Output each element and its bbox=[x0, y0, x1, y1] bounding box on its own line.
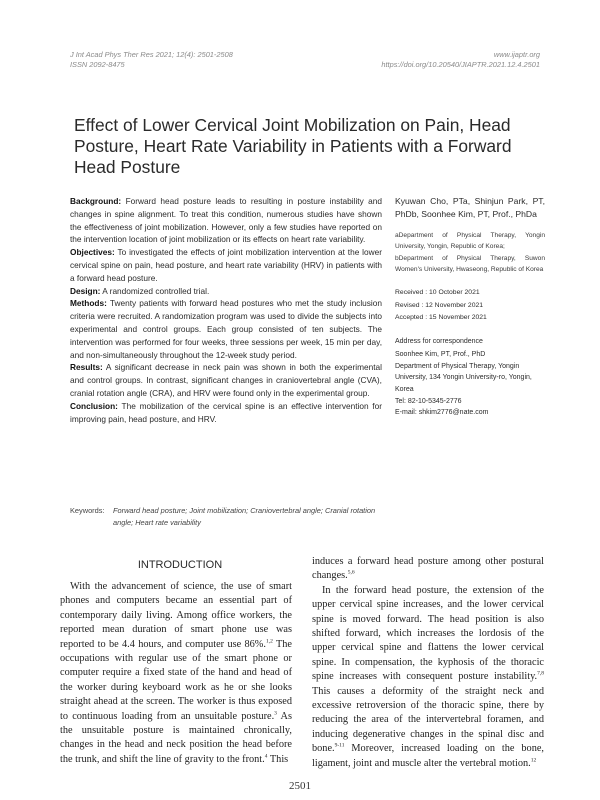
correspondence-heading: Address for correspondence bbox=[395, 337, 483, 345]
correspondence-address: Department of Physical Therapy, Yongin University, 134 Yongin University-ro, Yongin, Korea bbox=[395, 362, 532, 393]
page-number: 2501 bbox=[289, 780, 311, 792]
article-info-column bbox=[395, 195, 545, 419]
body-column-right bbox=[312, 555, 544, 771]
accepted-date: Accepted : 15 November 2021 bbox=[395, 314, 487, 322]
background-text: Forward head posture leads to resulting in posture instability and changes in spine alignment. To treat this condition, numerous studies have shown the effectiveness of joint mobilization. However, only a few studies have reported on the intervention location of joint mobilization or its effects on heart rate variability. bbox=[70, 196, 382, 245]
abstract-objectives bbox=[70, 246, 382, 284]
intro-paragraph-2 bbox=[312, 584, 544, 771]
design-label: Design: bbox=[70, 285, 101, 296]
correspondence-tel: Tel: 82-10-5345-2776 bbox=[395, 397, 462, 405]
keywords-label: Keywords: bbox=[70, 506, 105, 515]
intro-p1-text-c: As the unsuitable posture is maintained chronically, changes in the head and neck position the head before the trunk, and shift the line of gravity to the front. bbox=[60, 710, 292, 765]
intro-p1-text-d: induces a forward head posture among other postural changes. bbox=[312, 556, 544, 582]
background-label: Background: bbox=[70, 196, 122, 206]
results-text: A significant decrease in neck pain was shown in both the experimental and control groups. In contrast, significant changes in craniovertebral angle (CVA), cranial rotation angle (CRA), and HRV were found only in the experimental group. bbox=[70, 362, 382, 398]
methods-label: Methods: bbox=[70, 298, 107, 309]
abstract-design bbox=[70, 285, 382, 298]
conclusion-text: The mobilization of the cervical spine is an effective intervention for improving pain, head posture, and HRV. bbox=[70, 400, 382, 424]
article-title: Effect of Lower Cervical Joint Mobilization on Pain, Head Posture, Heart Rate Variability in Patients with a Forward Head Posture bbox=[74, 115, 512, 177]
intro-paragraph-1 bbox=[60, 580, 292, 767]
running-header-left bbox=[70, 50, 233, 70]
intro-p1-text-a: With the advancement of science, the use of smart phones and computers became an essential part of contemporary daily living. Among office workers, the reported mean duration of smart phone use was reported to be 4.4 hours, and computer use 86%. bbox=[60, 581, 292, 650]
citation-ref: 3 bbox=[274, 710, 277, 717]
citation-ref: 1,2 bbox=[265, 638, 273, 645]
citation-ref: 7,8 bbox=[537, 670, 544, 677]
citation-ref: 9-11 bbox=[334, 742, 345, 749]
intro-paragraph-1-continued bbox=[312, 555, 544, 584]
abstract-background bbox=[70, 195, 382, 246]
correspondence-email[interactable]: E-mail: shkim2776@nate.com bbox=[395, 409, 489, 417]
introduction-heading: INTRODUCTION bbox=[137, 559, 223, 571]
abstract-methods bbox=[70, 297, 382, 361]
citation-ref: 4 bbox=[264, 753, 268, 760]
results-label: Results: bbox=[70, 362, 103, 373]
issn: ISSN 2092-8475 bbox=[70, 60, 125, 69]
design-text: A randomized controlled trial. bbox=[102, 285, 210, 296]
received-date: Received : 10 October 2021 bbox=[395, 289, 480, 297]
objectives-label: Objectives: bbox=[70, 247, 115, 258]
article-dates bbox=[395, 287, 545, 324]
revised-date: Revised : 12 November 2021 bbox=[395, 301, 484, 309]
conclusion-label: Conclusion: bbox=[70, 400, 118, 411]
objectives-text: To investigated the effects of joint mobilization intervention at the lower cervical spine on pain, head posture, and heart rate variability (HRV) in patients with a forward head posture. bbox=[70, 247, 383, 283]
abstract-conclusion bbox=[70, 400, 382, 426]
affiliation-a: aDepartment of Physical Therapy, Yongin University, Yongin, Republic of Korea; bbox=[395, 232, 545, 250]
citation-ref: 12 bbox=[530, 757, 537, 764]
author-list: Kyuwan Cho, PTa, Shinjun Park, PT, PhDb, Soonhee Kim, PT, Prof., PhDa bbox=[395, 196, 545, 219]
doi-link[interactable]: https://doi.org/10.20540/JIAPTR.2021.12.4.2501 bbox=[381, 60, 540, 69]
abstract-results bbox=[70, 361, 382, 399]
intro-p1-text-b: The occupations with regular use of the smart phone or computer require a fixed state of the hand and head of the worker during keyboard work as he or she looks straight ahead at the screen. The worker is thus exposed to continuous loading from an unsuitable posture. bbox=[60, 638, 292, 722]
journal-citation: J Int Acad Phys Ther Res 2021; 12(4): 2501-2508 bbox=[70, 50, 233, 59]
journal-website[interactable]: www.ijaptr.org bbox=[493, 50, 540, 59]
methods-text: Twenty patients with forward head postures who met the study inclusion criteria were recruited. A randomization program was used to divide the subjects into experimental and control groups. Each group consisted of ten subjects. The intervention was performed for four weeks, three sessions per week, 15 min per day, and non-simultaneously throughout the 12-week study period. bbox=[70, 298, 383, 360]
body-column-left bbox=[60, 580, 292, 767]
correspondence-name: Soonhee Kim, PT, Prof., PhD bbox=[395, 351, 486, 359]
abstract bbox=[70, 195, 382, 425]
intro-p2-text-a: In the forward head posture, the extension of the upper cervical spine increases, and the lower cervical spine is moved forward. The head position is also shifted forward, which increases the lordosis of the upper cervical spine and flattens the lower cervical spine. In compensation, the kyphosis of the thoracic spine increases with consequent posture instability. bbox=[312, 584, 544, 683]
intro-p2-text-c: Moreover, increased loading on the bone, ligament, joint and muscle alter the vertebral motion. bbox=[312, 743, 544, 769]
citation-ref: 5,6 bbox=[347, 569, 355, 576]
keywords-text: Forward head posture; Joint mobilization; Craniovertebral angle; Cranial rotation angle; Heart rate variability bbox=[113, 506, 376, 527]
keywords bbox=[70, 505, 390, 529]
affiliation-b: bDepartment of Physical Therapy, Suwon Women's University, Hwaseong, Republic of Korea bbox=[395, 255, 545, 273]
intro-p2-text-b: This causes a deformity of the straight neck and excessive retroversion of the thoracic spine, there by reducing the area of the intervertebral foramen, and inducing degenerative changes in the spinal disc and bone. bbox=[312, 685, 544, 755]
correspondence-block bbox=[395, 336, 545, 419]
intro-p1-text-d: This bbox=[267, 753, 289, 765]
running-header-right bbox=[381, 50, 540, 70]
